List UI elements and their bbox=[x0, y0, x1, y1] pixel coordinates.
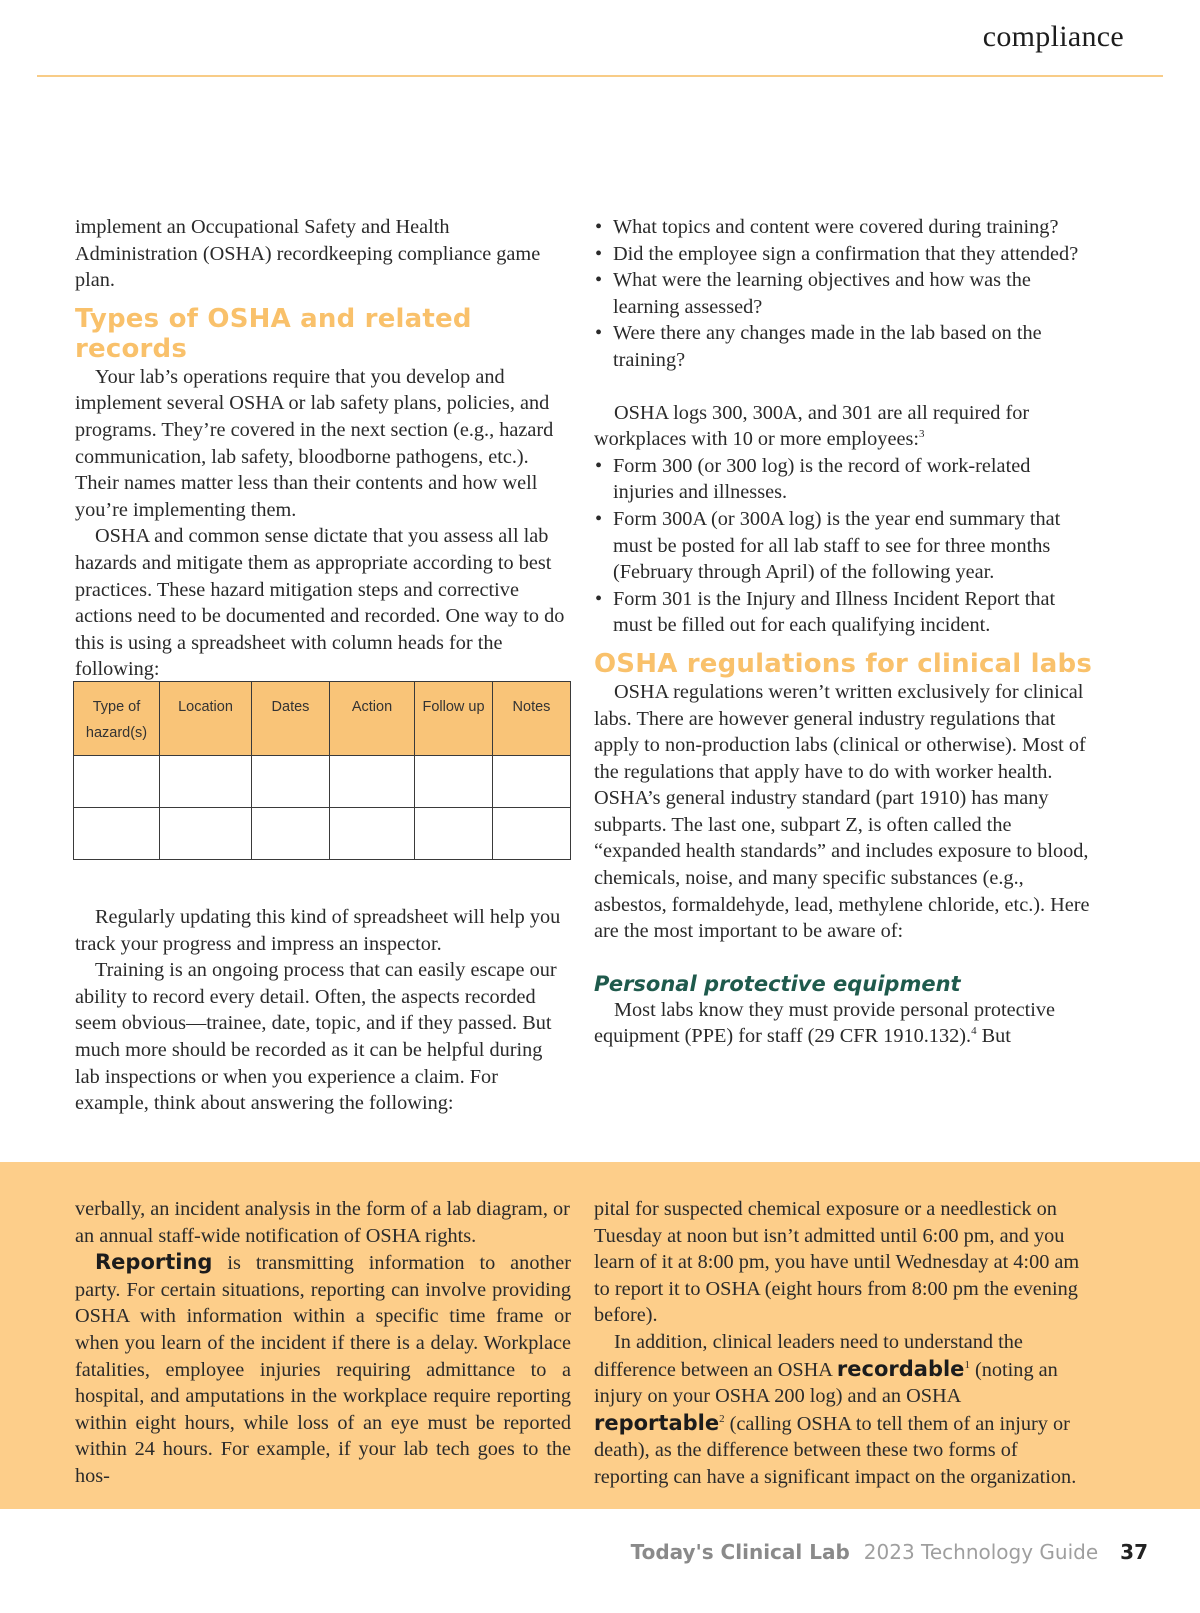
ppe-text-end: But bbox=[976, 1025, 1011, 1048]
footnote-ref: 1 bbox=[964, 1358, 970, 1371]
table-cell bbox=[493, 808, 571, 860]
hazards-paragraph: OSHA and common sense dictate that you assess all lab hazards and mitigate them as appropriate according to best practices. These hazard mitigation steps and corrective actions need to be documented and recorded. One way to do this is using a spreadsheet with column heads for the following: bbox=[75, 525, 565, 681]
table-row bbox=[74, 808, 571, 860]
page-footer bbox=[631, 1540, 1148, 1564]
table-cell bbox=[252, 756, 330, 808]
table-cell bbox=[493, 756, 571, 808]
list-item: • Did the employee sign a confirmation that they attended? bbox=[594, 241, 1094, 268]
table-cell bbox=[160, 756, 252, 808]
band-right-column bbox=[594, 1196, 1094, 1491]
list-item: • What were the learning objectives and how was the learning assessed? bbox=[594, 267, 1094, 320]
reporting-term: Reporting bbox=[95, 1250, 213, 1275]
difference-text-b: (noting an injury on your OSHA 200 log) and an OSHA bbox=[594, 1358, 1058, 1408]
list-item: • What topics and content were covered during training? bbox=[594, 214, 1094, 241]
column-header-action: Action bbox=[330, 682, 415, 756]
table-cell bbox=[415, 756, 493, 808]
regulations-paragraph: OSHA regulations weren’t written exclusively for clinical labs. There are however general industry regulations that apply to non-production labs (clinical or otherwise). Most of the regulations that apply have to do with worker health. OSHA’s general industry standard (part 1910) has many subparts. The last one, subpart Z, is often called the “expanded health standards” and includes exposure to blood, chemicals, noise, and many specific substances (e.g., asbestos, formaldehyde, lead, methylene chloride, etc.). Here are the most important to be aware of: bbox=[594, 680, 1090, 943]
intro-paragraph: implement an Occupational Safety and Health Administration (OSHA) recordkeeping compliance game plan. bbox=[75, 216, 541, 292]
hazard-spreadsheet-table bbox=[73, 681, 571, 860]
difference-paragraph bbox=[594, 1329, 1094, 1491]
logs-text: OSHA logs 300, 300A, and 301 are all required for workplaces with 10 or more employees: bbox=[594, 401, 1030, 451]
table-cell bbox=[74, 808, 160, 860]
updating-paragraph: Regularly updating this kind of spreadsheet will help you track your progress and impress an inspector. bbox=[75, 906, 561, 955]
table-cell bbox=[415, 808, 493, 860]
guide-name: 2023 Technology Guide bbox=[863, 1540, 1099, 1564]
regulations-heading: OSHA regulations for clinical labs bbox=[594, 648, 1093, 679]
reportable-term: reportable bbox=[594, 1410, 720, 1435]
ppe-text: Most labs know they must provide personal protective equipment (PPE) for staff (29 CFR 1910.132). bbox=[594, 998, 1056, 1048]
column-header-notes: Notes bbox=[493, 682, 571, 756]
band-left-column bbox=[75, 1196, 571, 1490]
ppe-paragraph bbox=[594, 997, 1094, 1050]
table-cell bbox=[330, 808, 415, 860]
footnote-ref: 4 bbox=[971, 1025, 977, 1038]
recordable-term: recordable bbox=[836, 1356, 965, 1381]
table-row bbox=[74, 756, 571, 808]
band-intro-paragraph: verbally, an incident analysis in the form of a lab diagram, or an annual staff-wide notification of OSHA rights. bbox=[75, 1198, 570, 1247]
table-cell bbox=[160, 808, 252, 860]
footnote-ref: 2 bbox=[719, 1412, 725, 1425]
page-number: 37 bbox=[1120, 1540, 1148, 1564]
difference-text-a: In addition, clinical leaders need to understand the difference between an OSHA bbox=[594, 1330, 1023, 1381]
column-header-hazard: Type of hazard(s) bbox=[74, 682, 160, 756]
list-item: • Form 301 is the Injury and Illness Incident Report that must be filled out for each qualifying incident. bbox=[594, 586, 1094, 639]
list-item: • Form 300 (or 300 log) is the record of work-related injuries and illnesses. bbox=[594, 453, 1094, 506]
section-title: compliance bbox=[982, 20, 1124, 53]
osha-forms-list bbox=[594, 453, 1094, 639]
table-header-row bbox=[74, 682, 571, 756]
reporting-text: is transmitting information to another party. For certain situations, reporting can involve providing OSHA with information within a specific time frame or when you learn of the incident if there is a delay. Workplace fatalities, employee injuries requiring admittance to a hospital, and amputations in the workplace require reporting within eight hours, while loss of an eye must be reported within 24 hours. For example, if your lab tech goes to the hos- bbox=[75, 1252, 571, 1487]
plans-paragraph: Your lab’s operations require that you develop and implement several OSHA or lab safety plans, policies, and programs. They’re covered in the next section (e.g., hazard communication, lab safety, bloodborne pathogens, etc.). Their names matter less than their contents and how well you’re implementing them. bbox=[75, 365, 554, 521]
table-cell bbox=[74, 756, 160, 808]
logs-paragraph bbox=[594, 400, 1094, 453]
reporting-paragraph bbox=[75, 1249, 571, 1489]
list-item: • Form 300A (or 300A log) is the year end summary that must be posted for all lab staff to see for three months (February through April) of the following year. bbox=[594, 506, 1094, 586]
difference-text-c: (calling OSHA to tell them of an injury or death), as the difference between these two forms of reporting can have a significant impact on the organization. bbox=[594, 1412, 1077, 1488]
right-column bbox=[594, 214, 1094, 1050]
column-header-follow-up: Follow up bbox=[415, 682, 493, 756]
header-divider bbox=[37, 75, 1163, 77]
left-column-lower bbox=[75, 904, 571, 1117]
table-cell bbox=[252, 808, 330, 860]
left-column bbox=[75, 214, 571, 683]
band-right-intro: pital for suspected chemical exposure or a needlestick on Tuesday at noon but isn’t admitted until 6:00 pm, and you learn of it at 8:00 pm, you have until Wednesday at 4:00 am to report it to OSHA (eight hours from 8:00 pm the evening before). bbox=[594, 1198, 1080, 1327]
column-header-dates: Dates bbox=[252, 682, 330, 756]
training-questions-list bbox=[594, 214, 1094, 374]
training-paragraph: Training is an ongoing process that can easily escape our ability to record every detail. Often, the aspects recorded seem obvious—trainee, date, topic, and if they passed. But much more should be recorded as it can be helpful during lab inspections or when you experience a claim. For example, think about answering the following: bbox=[75, 959, 557, 1115]
records-heading: Types of OSHA and related records bbox=[75, 303, 472, 364]
ppe-subheading: Personal protective equipment bbox=[594, 971, 961, 996]
footnote-ref: 3 bbox=[918, 428, 925, 441]
table-cell bbox=[330, 756, 415, 808]
list-item: • Were there any changes made in the lab based on the training? bbox=[594, 320, 1094, 373]
publication-name: Today's Clinical Lab bbox=[630, 1540, 850, 1564]
column-header-location: Location bbox=[160, 682, 252, 756]
